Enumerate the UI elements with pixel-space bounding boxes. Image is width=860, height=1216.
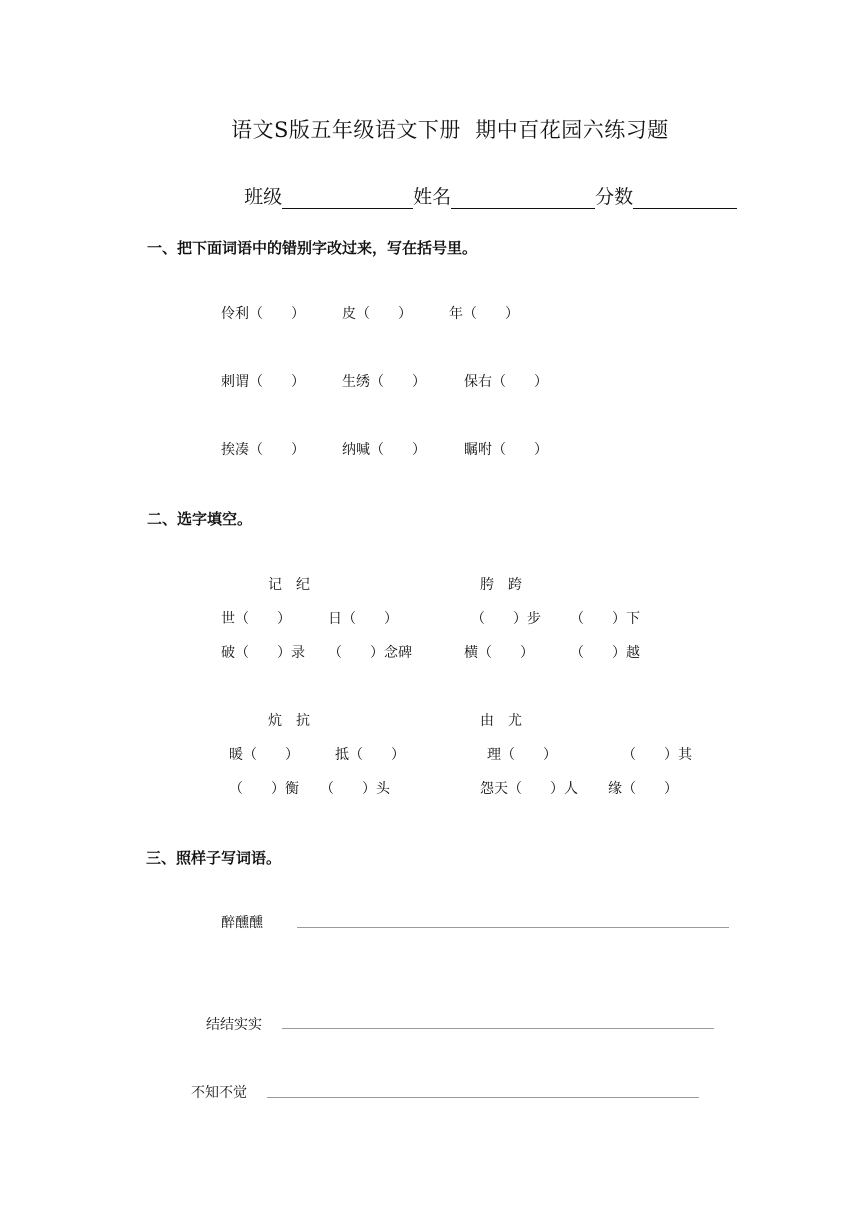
s2-g1-r1-c1: 世（ ） xyxy=(221,611,291,627)
s1-r3-c3: 瞩咐（ ） xyxy=(464,442,548,458)
s2-g1-chars-left: 记 纪 xyxy=(268,577,310,593)
s1-r2-c3: 保右（ ） xyxy=(464,374,548,390)
s2-g1-chars-right: 胯 跨 xyxy=(480,577,522,593)
s2-g2-r1-c3: 理（ ） xyxy=(487,747,557,763)
s2-g2-r2-c2: （ ）头 xyxy=(320,781,390,797)
s2-g2-r2-c1: （ ）衡 xyxy=(229,781,299,797)
s2-g2-chars-left: 炕 抗 xyxy=(268,713,310,729)
s1-r1-c3: 年（ ） xyxy=(449,306,519,322)
s2-g2-r1-c1: 暖（ ） xyxy=(229,747,299,763)
class-label: 班级 xyxy=(244,186,283,208)
s2-g1-r1-c2: 日（ ） xyxy=(328,611,398,627)
s1-r2-c1: 刺谓（ ） xyxy=(221,374,305,390)
s2-g1-r2-c4: （ ）越 xyxy=(570,645,640,661)
name-label: 姓名 xyxy=(413,186,452,208)
s1-r1-c2: 皮（ ） xyxy=(342,306,412,322)
score-label: 分数 xyxy=(595,186,634,208)
section1-heading: 一、把下面词语中的错别字改过来，写在括号里。 xyxy=(147,239,478,257)
example-word-3: 不知不觉 xyxy=(191,1085,247,1101)
score-blank[interactable] xyxy=(633,188,737,209)
answer-line-2[interactable] xyxy=(282,1028,714,1029)
answer-line-1[interactable] xyxy=(297,927,729,928)
example-word-1: 醉醺醺 xyxy=(221,915,263,931)
section2-heading: 二、选字填空。 xyxy=(147,510,253,528)
s2-g2-chars-right: 由 尤 xyxy=(480,713,522,729)
name-blank[interactable] xyxy=(451,188,595,209)
s2-g2-r2-c3: 怨天（ ）人 xyxy=(480,781,578,797)
s2-g1-r2-c2: （ ）念碑 xyxy=(328,645,412,661)
s1-r2-c2: 生绣（ ） xyxy=(342,374,426,390)
example-word-2: 结结实实 xyxy=(206,1017,262,1033)
s2-g2-r1-c2: 抵（ ） xyxy=(335,747,405,763)
s1-r1-c1: 伶利（ ） xyxy=(221,306,305,322)
class-blank[interactable] xyxy=(282,188,413,209)
s1-r3-c1: 挨凑（ ） xyxy=(221,442,305,458)
section3-heading: 三、照样子写词语。 xyxy=(146,849,282,867)
answer-line-3[interactable] xyxy=(267,1097,699,1098)
page-title: 语文S版五年级语文下册 期中百花园六练习题 xyxy=(231,118,669,142)
s2-g2-r2-c4: 缘（ ） xyxy=(608,781,678,797)
s2-g1-r1-c4: （ ）下 xyxy=(570,611,640,627)
s2-g1-r2-c3: 横（ ） xyxy=(464,645,534,661)
s2-g1-r2-c1: 破（ ）录 xyxy=(221,645,305,661)
s2-g2-r1-c4: （ ）其 xyxy=(622,747,692,763)
info-line xyxy=(232,160,737,209)
s1-r3-c2: 纳喊（ ） xyxy=(342,442,426,458)
s2-g1-r1-c3: （ ）步 xyxy=(471,611,541,627)
